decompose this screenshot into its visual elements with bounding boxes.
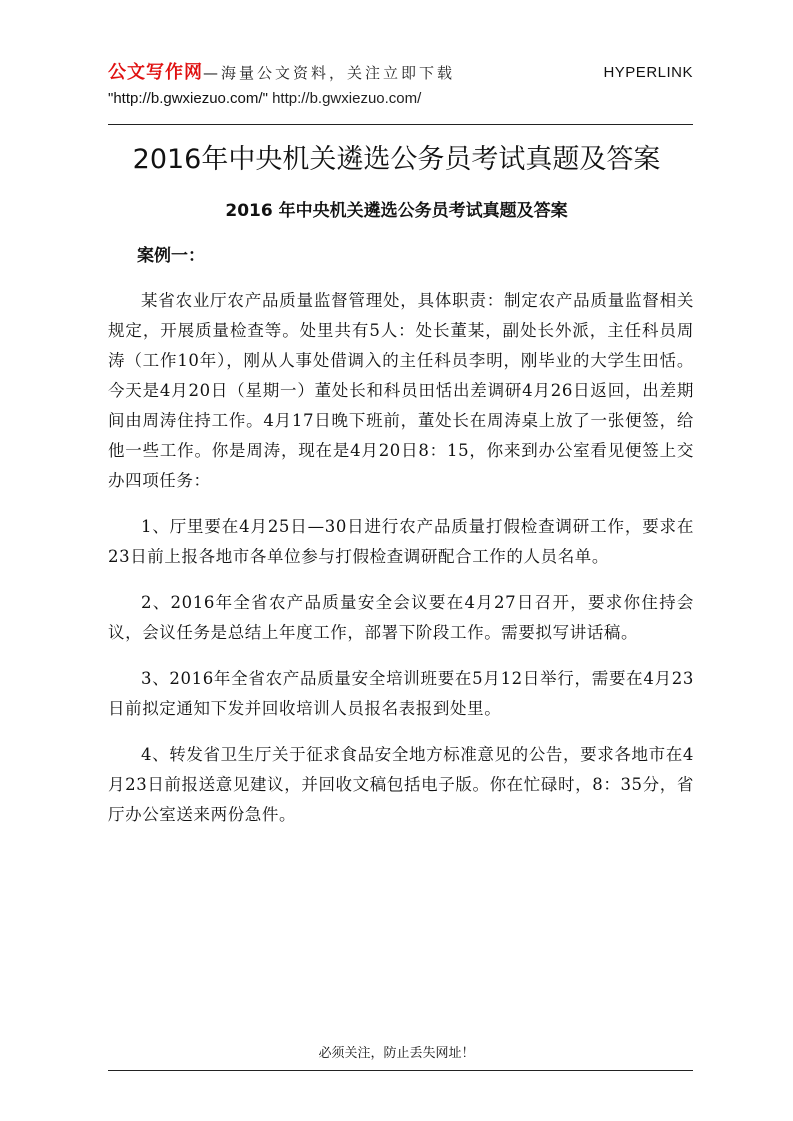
paragraph-task-4: 4、转发省卫生厅关于征求食品安全地方标准意见的公告，要求各地市在4月23日前报送意见建议，并回收文稿包括电子版。你在忙碌时，8：35分，省厅办公室送来两份急件。 — [108, 745, 694, 824]
footer-notice: 必须关注，防止丢失网址！ — [318, 1046, 475, 1061]
header-banner — [108, 58, 693, 88]
link-quoted-text: "http://b.gwxiezuo.com/" — [108, 90, 268, 107]
case-heading: 案例一： — [137, 246, 205, 266]
document-body — [108, 286, 694, 846]
page-header — [108, 58, 693, 110]
website-link[interactable]: http://b.gwxiezuo.com/ — [272, 90, 422, 107]
document-title: 2016年中央机关遴选公务员考试真题及答案 — [132, 144, 661, 175]
header-tagline: —海量公文资料，关注立即下载 — [203, 64, 456, 82]
document-subtitle: 2016 年中央机关遴选公务员考试真题及答案 — [225, 201, 568, 221]
header-link-line — [108, 88, 693, 110]
paragraph-task-1: 1、厅里要在4月25日—30日进行农产品质量打假检查调研工作，要求在23日前上报各地市各单位参与打假检查调研配合工作的人员名单。 — [108, 517, 694, 566]
footer-divider — [108, 1070, 693, 1071]
paragraph-intro: 某省农业厅农产品质量监督管理处，具体职责：制定农产品质量监督相关规定，开展质量检查等。处里共有5人：处长董某，副处长外派，主任科员周涛（工作10年），刚从人事处借调入的主任科员李明，刚毕业的大学生田恬。今天是4月20日（星期一）董处长和科员田恬出差调研4月26日返回，出差期间由周涛住持工作。4月17日晚下班前，董处长在周涛桌上放了一张便签，给他一些工作。你是周涛，现在是4月20日8：15，你来到办公室看见便签上交办四项任务： — [108, 291, 694, 490]
paragraph-task-2: 2、2016年全省农产品质量安全会议要在4月27日召开，要求你住持会议，会议任务是总结上年度工作，部署下阶段工作。需要拟写讲话稿。 — [108, 593, 694, 642]
header-divider — [108, 124, 693, 125]
paragraph-task-3: 3、2016年全省农产品质量安全培训班要在5月12日举行，需要在4月23日前拟定通知下发并回收培训人员报名表报到处里。 — [108, 669, 694, 718]
hyperlink-label: HYPERLINK — [603, 64, 693, 81]
brand-name[interactable]: 公文写作网 — [108, 62, 203, 83]
